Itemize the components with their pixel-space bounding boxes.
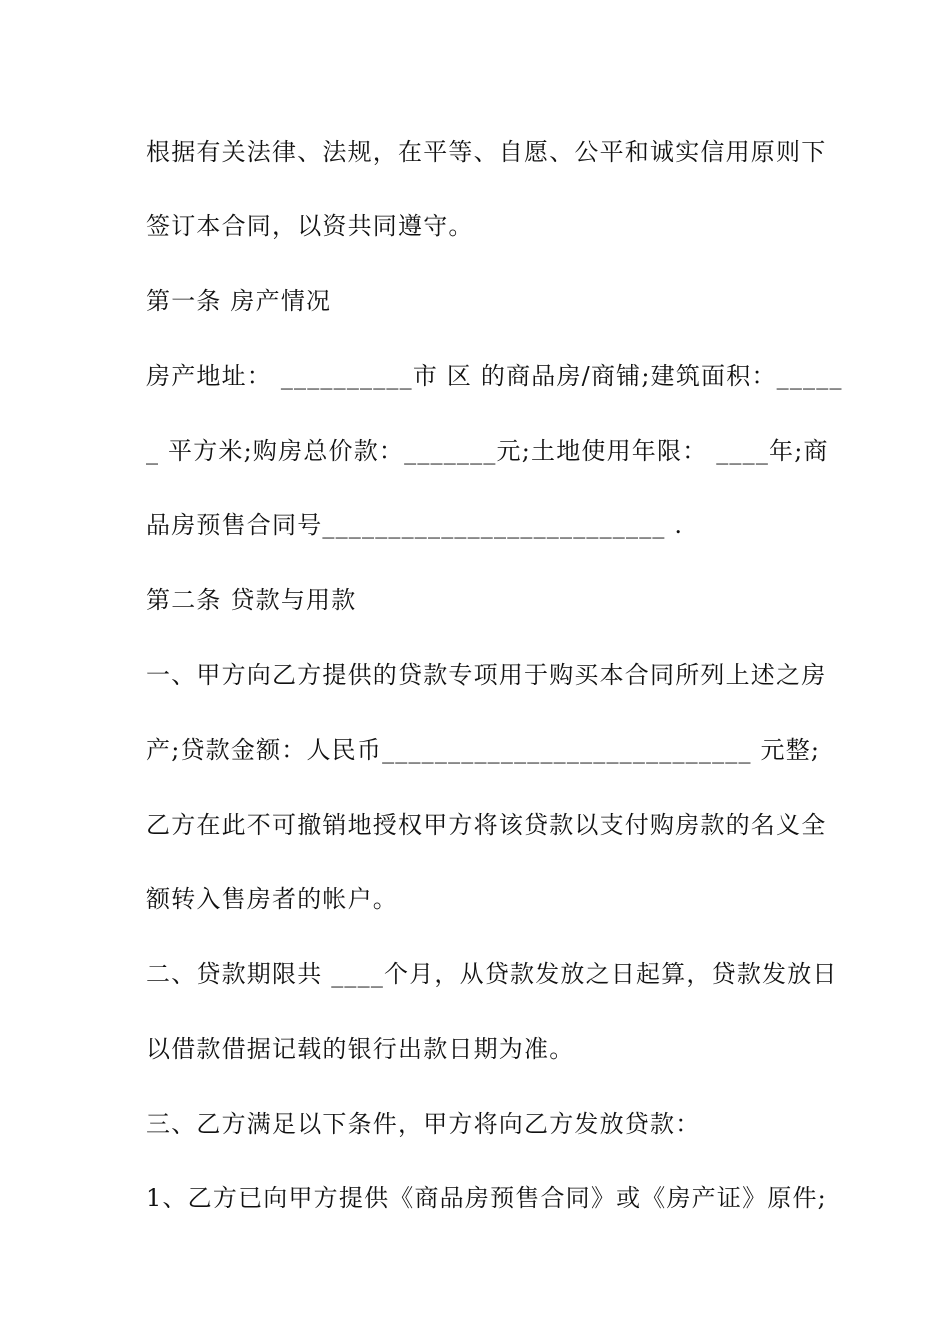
paragraph-line: 品房预售合同号__________________________ . — [146, 511, 684, 539]
section-heading: 第一条 房产情况 — [146, 287, 332, 315]
paragraph-line: 二、贷款期限共 ____个月，从贷款发放之日起算，贷款发放日 — [146, 960, 838, 988]
paragraph-line: 以借款借据记载的银行出款日期为准。 — [146, 1035, 575, 1063]
paragraph-line: _ 平方米;购房总价款：_______元;土地使用年限： ____年;商 — [146, 437, 829, 465]
paragraph-line: 额转入售房者的帐户。 — [146, 885, 398, 913]
section-heading: 第二条 贷款与用款 — [146, 586, 357, 614]
paragraph-line: 房产地址： __________市 区 的商品房/商铺;建筑面积：_____ — [146, 362, 843, 390]
paragraph-line: 1、乙方已向甲方提供《商品房预售合同》或《房产证》原件; — [146, 1184, 827, 1212]
paragraph-line: 一、甲方向乙方提供的贷款专项用于购买本合同所列上述之房 — [146, 661, 827, 689]
paragraph-line: 三、乙方满足以下条件，甲方将向乙方发放贷款： — [146, 1110, 701, 1138]
paragraph-line: 签订本合同，以资共同遵守。 — [146, 212, 474, 240]
paragraph-line: 乙方在此不可撤销地授权甲方将该贷款以支付购房款的名义全 — [146, 811, 827, 839]
paragraph-line: 根据有关法律、法规，在平等、自愿、公平和诚实信用原则下 — [146, 138, 827, 166]
paragraph-line: 产;贷款金额：人民币____________________________ 元整; — [146, 736, 821, 764]
